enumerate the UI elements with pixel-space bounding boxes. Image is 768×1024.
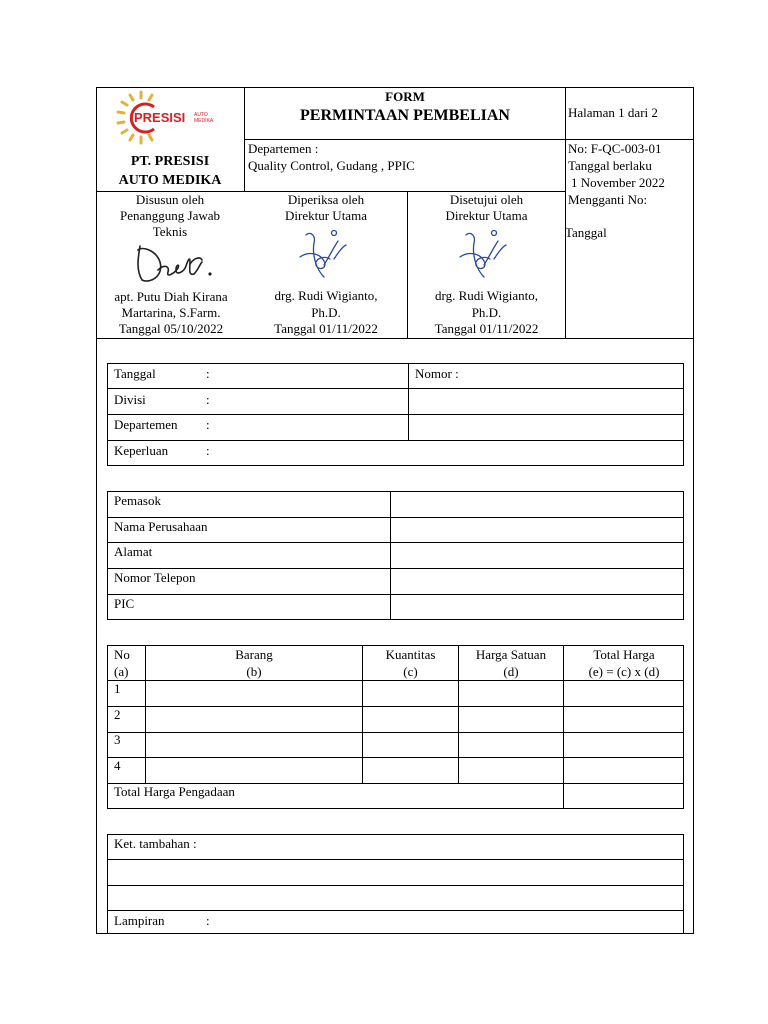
approval-role: Disusun oleh: [135, 192, 205, 207]
logo-icon: [112, 89, 230, 147]
supplier-label: PIC: [114, 596, 135, 611]
approver-name: drg. Rudi Wigianto,: [274, 288, 378, 303]
doc-number: No: F-QC-003-01: [568, 141, 662, 156]
svg-text:MEDIKA: MEDIKA: [194, 118, 214, 124]
items-header-no: (a): [114, 664, 129, 679]
approval-date: Tanggal 01/11/2022: [274, 321, 378, 336]
svg-text:PRESISI: PRESISI: [134, 110, 186, 125]
notes-extra-label: Ket. tambahan :: [114, 836, 197, 851]
info-label-nomor: Nomor :: [415, 366, 459, 381]
replace-label: Mengganti No:: [568, 192, 648, 207]
supplier-label: Nama Perusahaan: [114, 519, 208, 534]
approval-role: Direktur Utama: [285, 208, 367, 223]
approver-name: Ph.D.: [471, 305, 502, 320]
table-rule: [107, 542, 684, 543]
info-colon: :: [206, 417, 210, 432]
table-rule: [107, 885, 684, 886]
page-info: Halaman 1 dari 2: [568, 105, 658, 120]
items-header-harga-satuan: (d): [503, 664, 519, 679]
approver-name: apt. Putu Diah Kirana: [114, 289, 228, 304]
company-logo: [112, 89, 230, 147]
items-header-no: No: [114, 647, 130, 662]
items-header-barang: Barang: [235, 647, 273, 662]
info-colon: :: [206, 366, 210, 381]
table-rule: [107, 732, 684, 733]
body-frame-right: [693, 339, 694, 934]
approver-name: Ph.D.: [311, 305, 341, 320]
approval-role: Direktur Utama: [445, 208, 528, 223]
items-header-total-harga: (e) = (c) x (d): [588, 664, 660, 679]
department-label: Departemen :: [248, 141, 319, 156]
approval-role: Teknis: [152, 224, 188, 239]
approval-role: Diperiksa oleh: [287, 192, 365, 207]
items-total-label: Total Harga Pengadaan: [114, 784, 235, 799]
table-rule: [107, 440, 684, 441]
items-header-barang: (b): [246, 664, 262, 679]
items-header-kuantitas: (c): [403, 664, 418, 679]
table-rule: [107, 859, 684, 860]
table-rule: [408, 363, 409, 441]
table-rule: [107, 594, 684, 595]
notes-colon: :: [206, 913, 210, 928]
signature-image: [130, 240, 220, 285]
info-label-keperluan: Keperluan: [114, 443, 169, 458]
table-rule: [107, 757, 684, 758]
valid-label: Tanggal berlaku: [568, 158, 652, 173]
replace-date-label: Tanggal: [565, 225, 607, 240]
table-rule: [107, 680, 684, 681]
items-header-total-harga: Total Harga: [593, 647, 655, 662]
info-label-tanggal: Tanggal: [114, 366, 156, 381]
form-label: FORM: [385, 89, 425, 104]
form-title: PERMINTAAN PEMBELIAN: [300, 107, 510, 124]
header-divider: [565, 87, 566, 339]
signature-image: [454, 225, 514, 285]
table-rule: [107, 414, 684, 415]
notes-attachment-label: Lampiran: [114, 913, 165, 928]
approver-name: Martarina, S.Farm.: [121, 305, 221, 320]
table-rule: [390, 491, 391, 620]
approval-role: Disetujui oleh: [449, 192, 524, 207]
info-label-divisi: Divisi: [114, 392, 146, 407]
supplier-table: [107, 491, 684, 620]
info-colon: :: [206, 392, 210, 407]
table-rule: [107, 910, 684, 911]
table-rule: [107, 388, 684, 389]
approval-date: Tanggal 05/10/2022: [118, 321, 224, 336]
company-name: AUTO MEDIKA: [118, 173, 222, 188]
body-frame-left: [96, 339, 97, 934]
items-header-kuantitas: Kuantitas: [385, 647, 436, 662]
supplier-label: Alamat: [114, 544, 153, 559]
valid-date: 1 November 2022: [571, 175, 665, 190]
svg-text:AUTO: AUTO: [194, 112, 208, 118]
approval-date: Tanggal 01/11/2022: [434, 321, 539, 336]
items-header-harga-satuan: Harga Satuan: [475, 647, 547, 662]
supplier-label: Pemasok: [114, 493, 161, 508]
items-row-number: 3: [114, 732, 121, 747]
items-row-number: 1: [114, 681, 121, 696]
approver-name: drg. Rudi Wigianto,: [435, 288, 538, 303]
signature-image: [294, 225, 354, 285]
supplier-label: Nomor Telepon: [114, 570, 196, 585]
company-name: PT. PRESISI: [130, 154, 210, 169]
items-row-number: 4: [114, 758, 121, 773]
items-row-number: 2: [114, 707, 121, 722]
department-value: Quality Control, Gudang , PPIC: [248, 158, 415, 173]
approval-role: Penanggung Jawab: [119, 208, 220, 223]
info-label-departemen: Departemen: [114, 417, 178, 432]
table-rule: [107, 706, 684, 707]
info-colon: :: [206, 443, 210, 458]
